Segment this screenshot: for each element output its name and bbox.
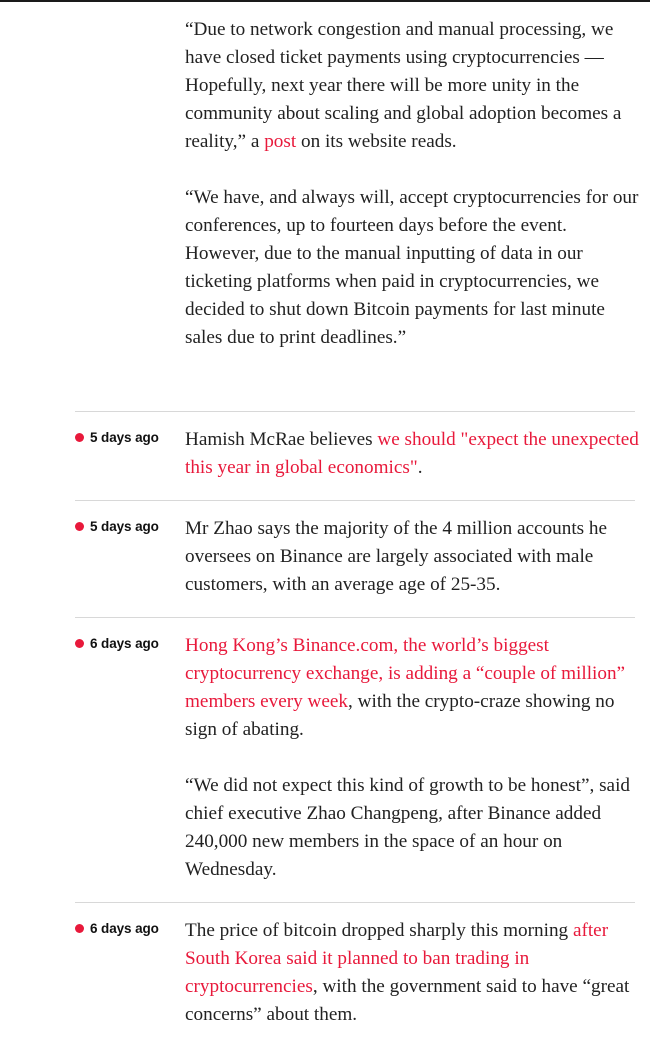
entry-paragraph — [185, 515, 640, 599]
text-run: , with the government said to have “great concerns” about them. — [185, 976, 630, 1025]
text-run: . — [417, 457, 423, 478]
entry-paragraph — [185, 772, 640, 884]
entry-divider — [75, 411, 635, 412]
entry-body — [185, 426, 640, 482]
entry-meta — [75, 921, 159, 936]
entry-divider — [75, 902, 635, 903]
text-run: , with the crypto-craze showing no sign of abating. — [185, 691, 615, 740]
feed-entry — [0, 411, 650, 500]
entry-paragraph — [185, 184, 640, 352]
binance-article-link[interactable]: Hong Kong’s Binance.com, the world’s biggest cryptocurrency exchange, is adding a “couple of million” members every week — [185, 635, 626, 712]
live-dot-icon — [75, 522, 84, 531]
text-run: “We did not expect this kind of growth to be honest”, said chief executive Zhao Changpeng, after Binance added 240,000 new members in the space of an hour on Wednesday. — [185, 775, 631, 880]
text-run: Mr Zhao says the majority of the 4 million accounts he oversees on Binance are largely associated with male customers, with an average age of 25-35. — [185, 518, 608, 595]
timestamp: 5 days ago — [90, 430, 159, 445]
entry-paragraph — [185, 917, 640, 1029]
timestamp: 6 days ago — [90, 921, 159, 936]
timestamp: 6 days ago — [90, 636, 159, 651]
live-feed — [0, 16, 650, 1042]
entry-meta — [75, 519, 159, 534]
feed-entry — [0, 902, 650, 1042]
feed-entry — [0, 617, 650, 902]
live-dot-icon — [75, 924, 84, 933]
text-run: “We have, and always will, accept cryptocurrencies for our conferences, up to fourteen days before the event. However, due to the manual inputting of data in our ticketing platforms when paid in cryptocurrencies, we decided to shut down Bitcoin payments for last minute sales due to print deadlines.” — [185, 187, 639, 348]
live-dot-icon — [75, 639, 84, 648]
text-run: Hamish McRae believes — [185, 429, 378, 450]
entry-paragraph — [185, 16, 640, 156]
feed-entry — [0, 16, 650, 411]
entry-meta — [75, 636, 159, 651]
entry-paragraph — [185, 426, 640, 482]
entry-body — [185, 632, 640, 884]
entry-divider — [75, 500, 635, 501]
entry-body — [185, 917, 640, 1029]
feed-entry — [0, 500, 650, 617]
economics-article-link[interactable]: we should "expect the unexpected this year in global economics" — [185, 429, 639, 478]
entry-divider — [75, 617, 635, 618]
live-dot-icon — [75, 433, 84, 442]
entry-paragraph — [185, 632, 640, 744]
text-run: on its website reads. — [296, 131, 457, 152]
entry-body — [185, 16, 640, 352]
text-run: The price of bitcoin dropped sharply this morning — [185, 920, 573, 941]
text-run: “Due to network congestion and manual processing, we have closed ticket payments using cryptocurrencies — Hopefully, next year there will be more unity in the community about scaling and global adoption becomes a reality,” a — [185, 19, 622, 152]
post-link[interactable]: post — [264, 131, 297, 152]
timestamp: 5 days ago — [90, 519, 159, 534]
top-rule — [0, 0, 650, 2]
entry-meta — [75, 430, 159, 445]
south-korea-article-link[interactable]: after South Korea said it planned to ban trading in cryptocurrencies — [185, 920, 609, 997]
entry-body — [185, 515, 640, 599]
